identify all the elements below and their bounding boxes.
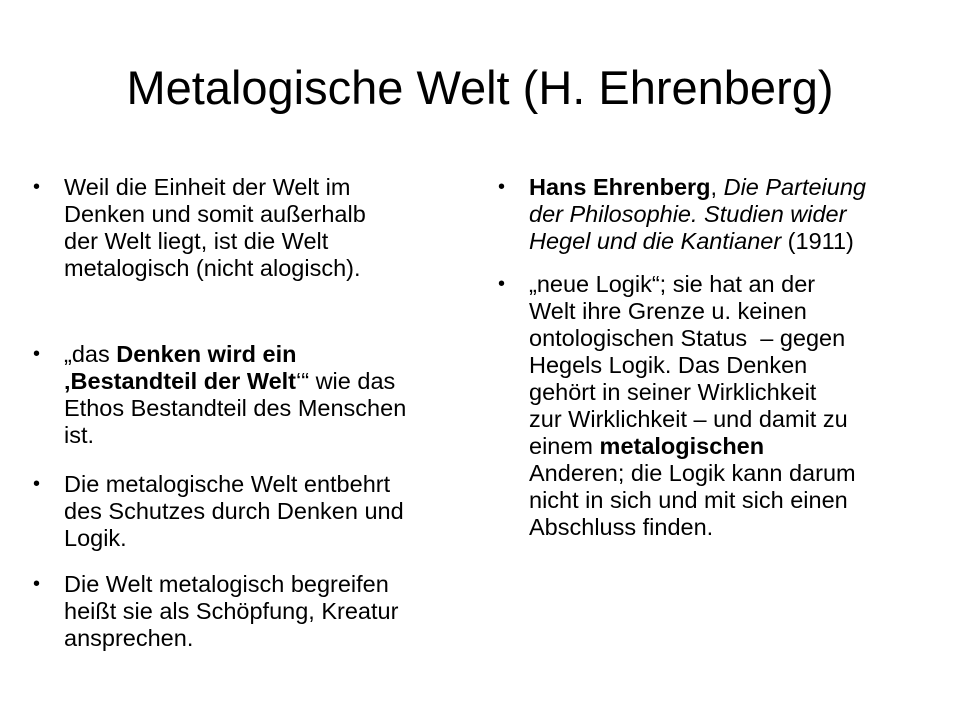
text-line: [529, 352, 948, 379]
bullet-dot-icon: •: [33, 473, 41, 495]
text-segment: metalogisch (nicht alogisch).: [64, 255, 361, 281]
text-line: [529, 298, 948, 325]
slide-title: Metalogische Welt (H. Ehrenberg): [126, 61, 834, 114]
text-segment: heißt sie als Schöpfung, Kreatur: [64, 598, 399, 624]
bold-text: ‚Bestandteil der Welt: [64, 368, 297, 394]
text-line: [529, 514, 948, 541]
text-segment: Die metalogische Welt entbehrt: [64, 471, 391, 497]
bullet-text: [529, 174, 948, 255]
text-line: [64, 471, 495, 498]
text-line: [64, 368, 495, 395]
text-line: [64, 228, 495, 255]
text-segment: zur Wirklichkeit – und damit zu: [529, 406, 848, 432]
text-segment: (1911): [781, 228, 854, 254]
text-line: [64, 598, 495, 625]
bullet-text: [64, 341, 495, 449]
text-segment: ist.: [64, 422, 95, 448]
bullet-text: [64, 174, 495, 282]
text-segment: einem: [529, 433, 600, 459]
bold-text: metalogischen: [599, 433, 765, 459]
text-segment: Anderen; die Logik kann darum: [529, 460, 856, 486]
bullet-dot-icon: •: [33, 573, 41, 595]
text-line: [529, 325, 948, 352]
text-segment: gehört in seiner Wirklichkeit: [529, 379, 817, 405]
text-segment: nicht in sich und mit sich einen: [529, 487, 848, 513]
bullet-text: [529, 271, 948, 541]
text-line: [529, 406, 948, 433]
text-line: [64, 255, 495, 282]
text-line: [64, 395, 495, 422]
text-segment: Hegels Logik. Das Denken: [529, 352, 808, 378]
text-segment: Denken und somit außerhalb: [64, 201, 366, 227]
text-line: [529, 433, 948, 460]
bullet-dot-icon: •: [33, 176, 41, 198]
text-segment: des Schutzes durch Denken und: [64, 498, 404, 524]
italic-text: der Philosophie. Studien wider: [529, 201, 847, 227]
italic-text: Die Parteiung: [723, 174, 866, 200]
text-segment: „das: [64, 341, 117, 367]
text-segment: Weil die Einheit der Welt im: [64, 174, 351, 200]
bullet-text: [64, 571, 495, 652]
text-segment: Welt ihre Grenze u. keinen: [529, 298, 807, 324]
text-line: [64, 422, 495, 449]
text-line: [64, 498, 495, 525]
text-segment: ontologischen Status – gegen: [529, 325, 846, 351]
text-line: [64, 341, 495, 368]
text-segment: Ethos Bestandteil des Menschen: [64, 395, 407, 421]
text-segment: Abschluss finden.: [529, 514, 714, 540]
text-line: [64, 571, 495, 598]
text-segment: Die Welt metalogisch begreifen: [64, 571, 389, 597]
text-segment: Logik.: [64, 525, 127, 551]
text-line: [529, 174, 948, 201]
text-line: [64, 201, 495, 228]
text-segment: der Welt liegt, ist die Welt: [64, 228, 329, 254]
bold-text: Denken wird ein: [116, 341, 297, 367]
text-line: [529, 271, 948, 298]
text-segment: „neue Logik“; sie hat an der: [529, 271, 816, 297]
text-line: [529, 201, 948, 228]
bullet-dot-icon: •: [498, 273, 506, 295]
text-line: [529, 460, 948, 487]
text-line: [529, 487, 948, 514]
text-line: [64, 625, 495, 652]
text-line: [64, 174, 495, 201]
text-line: [529, 228, 948, 255]
bullet-dot-icon: •: [33, 343, 41, 365]
text-segment: ,: [710, 174, 724, 200]
italic-text: Hegel und die Kantianer: [529, 228, 782, 254]
text-line: [529, 379, 948, 406]
text-line: [64, 525, 495, 552]
text-segment: ‘“ wie das: [296, 368, 396, 394]
bold-text: Hans Ehrenberg: [529, 174, 711, 200]
text-segment: ansprechen.: [64, 625, 194, 651]
bullet-dot-icon: •: [498, 176, 506, 198]
bullet-text: [64, 471, 495, 552]
